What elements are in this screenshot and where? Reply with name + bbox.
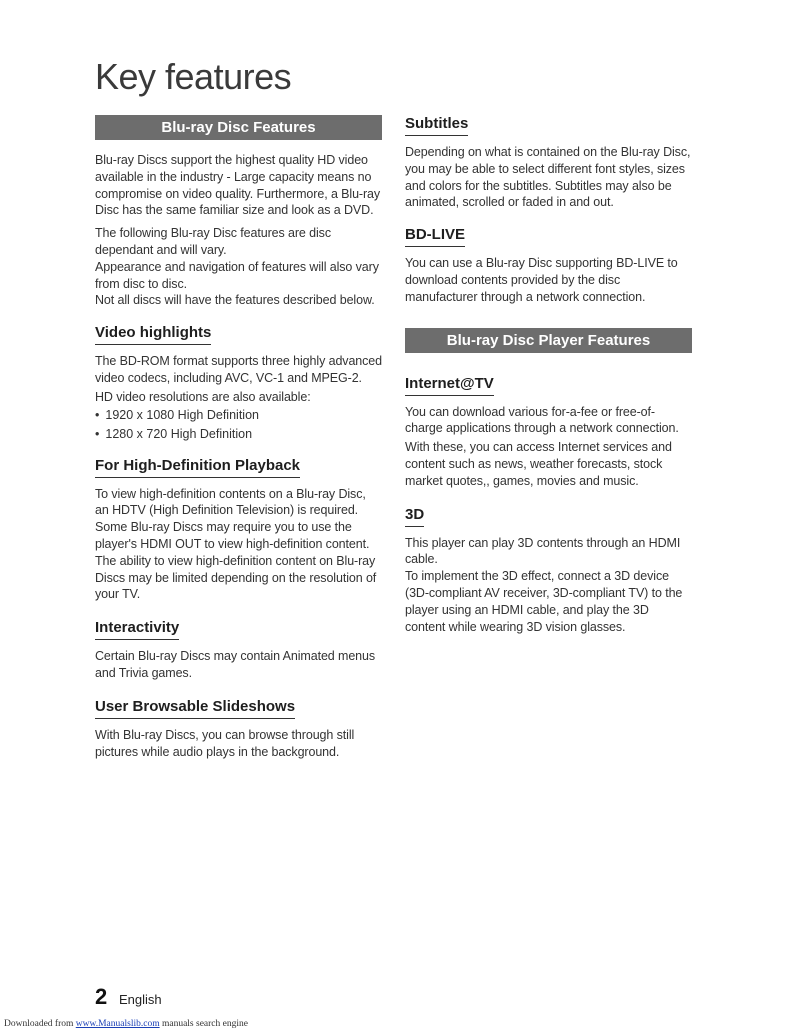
manualslib-link[interactable]: www.Manualslib.com (75, 1019, 160, 1029)
video-highlights-section (95, 324, 382, 443)
threed-instructions: To implement the 3D effect, connect a 3D device (3D-compliant AV receiver, 3D-compliant TV) to the player using an HDMI cable, and play the 3D content while wearing 3D vision glasses. (405, 569, 683, 634)
slideshows-heading: User Browsable Slideshows (95, 698, 295, 719)
subtitles-section (405, 115, 692, 211)
intro-note: Appearance and navigation of features will also vary from disc to disc. (95, 259, 379, 291)
bdlive-section (405, 226, 692, 305)
download-attribution (4, 1019, 248, 1029)
internet-tv-section (405, 375, 692, 490)
bdlive-heading: BD-LIVE (405, 226, 465, 247)
intro-note: Not all discs will have the features described below. (95, 293, 375, 308)
subtitles-heading: Subtitles (405, 115, 468, 136)
resolution-bullet: • 1920 x 1080 High Definition (95, 406, 382, 425)
page-language: English (119, 992, 162, 1007)
slideshows-section (95, 698, 382, 761)
left-column (95, 115, 382, 760)
threed-text: This player can play 3D contents through an HDMI cable. (405, 535, 681, 567)
blu-ray-disc-features-banner: Blu-ray Disc Features (95, 115, 382, 140)
bdlive-text: You can use a Blu-ray Disc supporting BD-LIVE to download contents provided by the disc manufacturer through a network connection. (405, 256, 678, 304)
hd-playback-heading: For High-Definition Playback (95, 457, 300, 478)
video-highlights-resolutions: HD video resolutions are also available: (95, 389, 311, 404)
internet-tv-heading: Internet@TV (405, 375, 494, 396)
player-features-banner: Blu-ray Disc Player Features (405, 328, 692, 353)
hd-playback-text: To view high-definition contents on a Blu-ray Disc, an HDTV (High Definition Television) is required. Some Blu-ray Discs may require you to use the player's HDMI OUT to view high-definition content. The ability to view high-definition content on Blu-ray Discs may be limited depending on the resolution of your TV. (95, 486, 377, 602)
internet-tv-text: You can download various for-a-fee or free-of-charge applications through a network connection. (405, 404, 679, 436)
intro-note: The following Blu-ray Disc features are disc dependant and will vary. (95, 226, 331, 257)
download-suffix: manuals search engine (161, 1019, 248, 1029)
video-highlights-text: The BD-ROM format supports three highly advanced video codecs, including AVC, VC-1 and MPEG-2. (95, 354, 382, 385)
interactivity-text: Certain Blu-ray Discs may contain Animated menus and Trivia games. (95, 649, 376, 680)
interactivity-section (95, 619, 382, 682)
right-column (405, 115, 692, 635)
page-number: 2 (95, 984, 108, 1009)
intro-paragraph: Blu-ray Discs support the highest quality HD video available in the industry - Large capacity means no compromise on video quality. Furthermore, a Blu-ray Disc has the same familiar size and look as a DVD. (95, 153, 381, 218)
page-title: Key features (95, 56, 292, 97)
threed-section (405, 506, 692, 636)
download-prefix: Downloaded from (4, 1019, 74, 1029)
intro-section (95, 152, 382, 309)
interactivity-heading: Interactivity (95, 619, 179, 640)
subtitles-text: Depending on what is contained on the Blu-ray Disc, you may be able to select different font styles, sizes and colors for the subtitles. Subtitles may also be animated, scrolled or faded in and out. (405, 145, 691, 210)
internet-tv-services: With these, you can access Internet services and content such as news, weather forecasts, stock market quotes,, games, movies and music. (405, 440, 672, 488)
video-highlights-heading: Video highlights (95, 324, 211, 345)
threed-heading: 3D (405, 506, 424, 527)
hd-playback-section (95, 457, 382, 604)
slideshows-text: With Blu-ray Discs, you can browse through still pictures while audio plays in the background. (95, 727, 355, 759)
resolution-bullet: • 1280 x 720 High Definition (95, 425, 382, 444)
